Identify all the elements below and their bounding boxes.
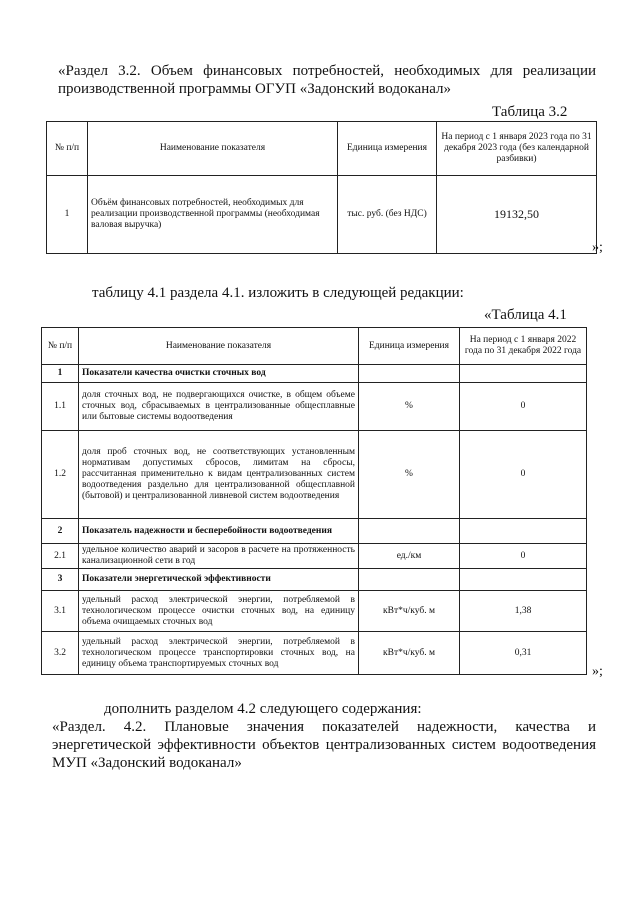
table-row — [42, 544, 587, 569]
table-4-1-caption: «Таблица 4.1 — [484, 307, 567, 323]
table-row — [42, 632, 587, 675]
row-name: Показатели качества очистки сточных вод — [79, 365, 359, 383]
row-value: 0 — [460, 383, 587, 431]
row-unit: ед./км — [359, 544, 460, 569]
row-name: доля проб сточных вод, не соответствующих установленным нормативам допустимых сбросов, лимитам на сбросы, рассчитанная применительно к видам централизованных систем водоотведения раздельно для централизованной общесплавной (бытовой) и централизованной ливневой систем водоотведения — [79, 431, 359, 519]
instruction-4-2: дополнить разделом 4.2 следующего содержания: — [104, 701, 422, 717]
row-unit — [359, 519, 460, 544]
row-unit: кВт*ч/куб. м — [359, 632, 460, 675]
row-value — [460, 569, 587, 591]
table-3-2 — [46, 121, 597, 254]
row-name: удельный расход электрической энергии, потребляемой в технологическом процессе транспортировки сточных вод, на единицу объема транспортируемых сточных вод — [79, 632, 359, 675]
row-value: 0 — [460, 431, 587, 519]
col-header-num: № п/п — [42, 328, 79, 365]
row-num: 3.1 — [42, 591, 79, 632]
row-num: 1.2 — [42, 431, 79, 519]
row-value: 0 — [460, 544, 587, 569]
table-row — [47, 176, 597, 254]
row-unit: % — [359, 431, 460, 519]
row-value: 0,31 — [460, 632, 587, 675]
table-3-2-caption: Таблица 3.2 — [492, 104, 568, 120]
col-header-period: На период с 1 января 2022 года по 31 декабря 2022 года — [460, 328, 587, 365]
row-unit — [359, 569, 460, 591]
table-row — [42, 519, 587, 544]
row-name: Показатели энергетической эффективности — [79, 569, 359, 591]
row-name: удельный расход электрической энергии, потребляемой в технологическом процессе очистки сточных вод, на единицу объема очищаемых сточных вод — [79, 591, 359, 632]
row-name: Объём финансовых потребностей, необходимых для реализации производственной программы (необходимая валовая выручка) — [88, 176, 338, 254]
row-value: 1,38 — [460, 591, 587, 632]
row-num: 3 — [42, 569, 79, 591]
section-4-2-heading-line2: энергетической эффективности объектов централизованных систем водоотведения — [52, 737, 596, 753]
col-header-name: Наименование показателя — [88, 122, 338, 176]
table-row — [42, 365, 587, 383]
row-unit: кВт*ч/куб. м — [359, 591, 460, 632]
col-header-name: Наименование показателя — [79, 328, 359, 365]
row-unit: тыс. руб. (без НДС) — [338, 176, 437, 254]
table-row — [42, 431, 587, 519]
instruction-4-1: таблицу 4.1 раздела 4.1. изложить в следующей редакции: — [92, 285, 464, 301]
col-header-unit: Единица измерения — [338, 122, 437, 176]
table-row — [42, 383, 587, 431]
table-3-2-closing: »; — [592, 240, 603, 255]
row-num: 2.1 — [42, 544, 79, 569]
row-num: 1.1 — [42, 383, 79, 431]
row-num: 2 — [42, 519, 79, 544]
col-header-unit: Единица измерения — [359, 328, 460, 365]
section-4-2-heading-line1: «Раздел. 4.2. Плановые значения показателей надежности, качества и — [52, 719, 596, 735]
row-value: 19132,50 — [437, 176, 597, 254]
col-header-num: № п/п — [47, 122, 88, 176]
section-3-2-heading-line1: «Раздел 3.2. Объем финансовых потребностей, необходимых для реализации — [58, 63, 596, 79]
row-name: Показатель надежности и бесперебойности водоотведения — [79, 519, 359, 544]
table-row — [42, 591, 587, 632]
section-3-2-heading-line2: производственной программы ОГУП «Задонский водоканал» — [58, 81, 451, 97]
row-value — [460, 519, 587, 544]
row-unit: % — [359, 383, 460, 431]
row-num: 1 — [42, 365, 79, 383]
table-4-1-closing: »; — [592, 664, 603, 679]
col-header-period: На период с 1 января 2023 года по 31 декабря 2023 года (без календарной разбивки) — [437, 122, 597, 176]
row-name: доля сточных вод, не подвергающихся очистке, в общем объеме сточных вод, сбрасываемых в централизованные общесплавные или бытовые системы водоотведения — [79, 383, 359, 431]
row-name: удельное количество аварий и засоров в расчете на протяженность канализационной сети в год — [79, 544, 359, 569]
row-value — [460, 365, 587, 383]
table-row — [42, 569, 587, 591]
row-num: 3.2 — [42, 632, 79, 675]
row-unit — [359, 365, 460, 383]
section-4-2-heading-line3: МУП «Задонский водоканал» — [52, 755, 242, 771]
row-num: 1 — [47, 176, 88, 254]
table-4-1 — [41, 327, 587, 675]
